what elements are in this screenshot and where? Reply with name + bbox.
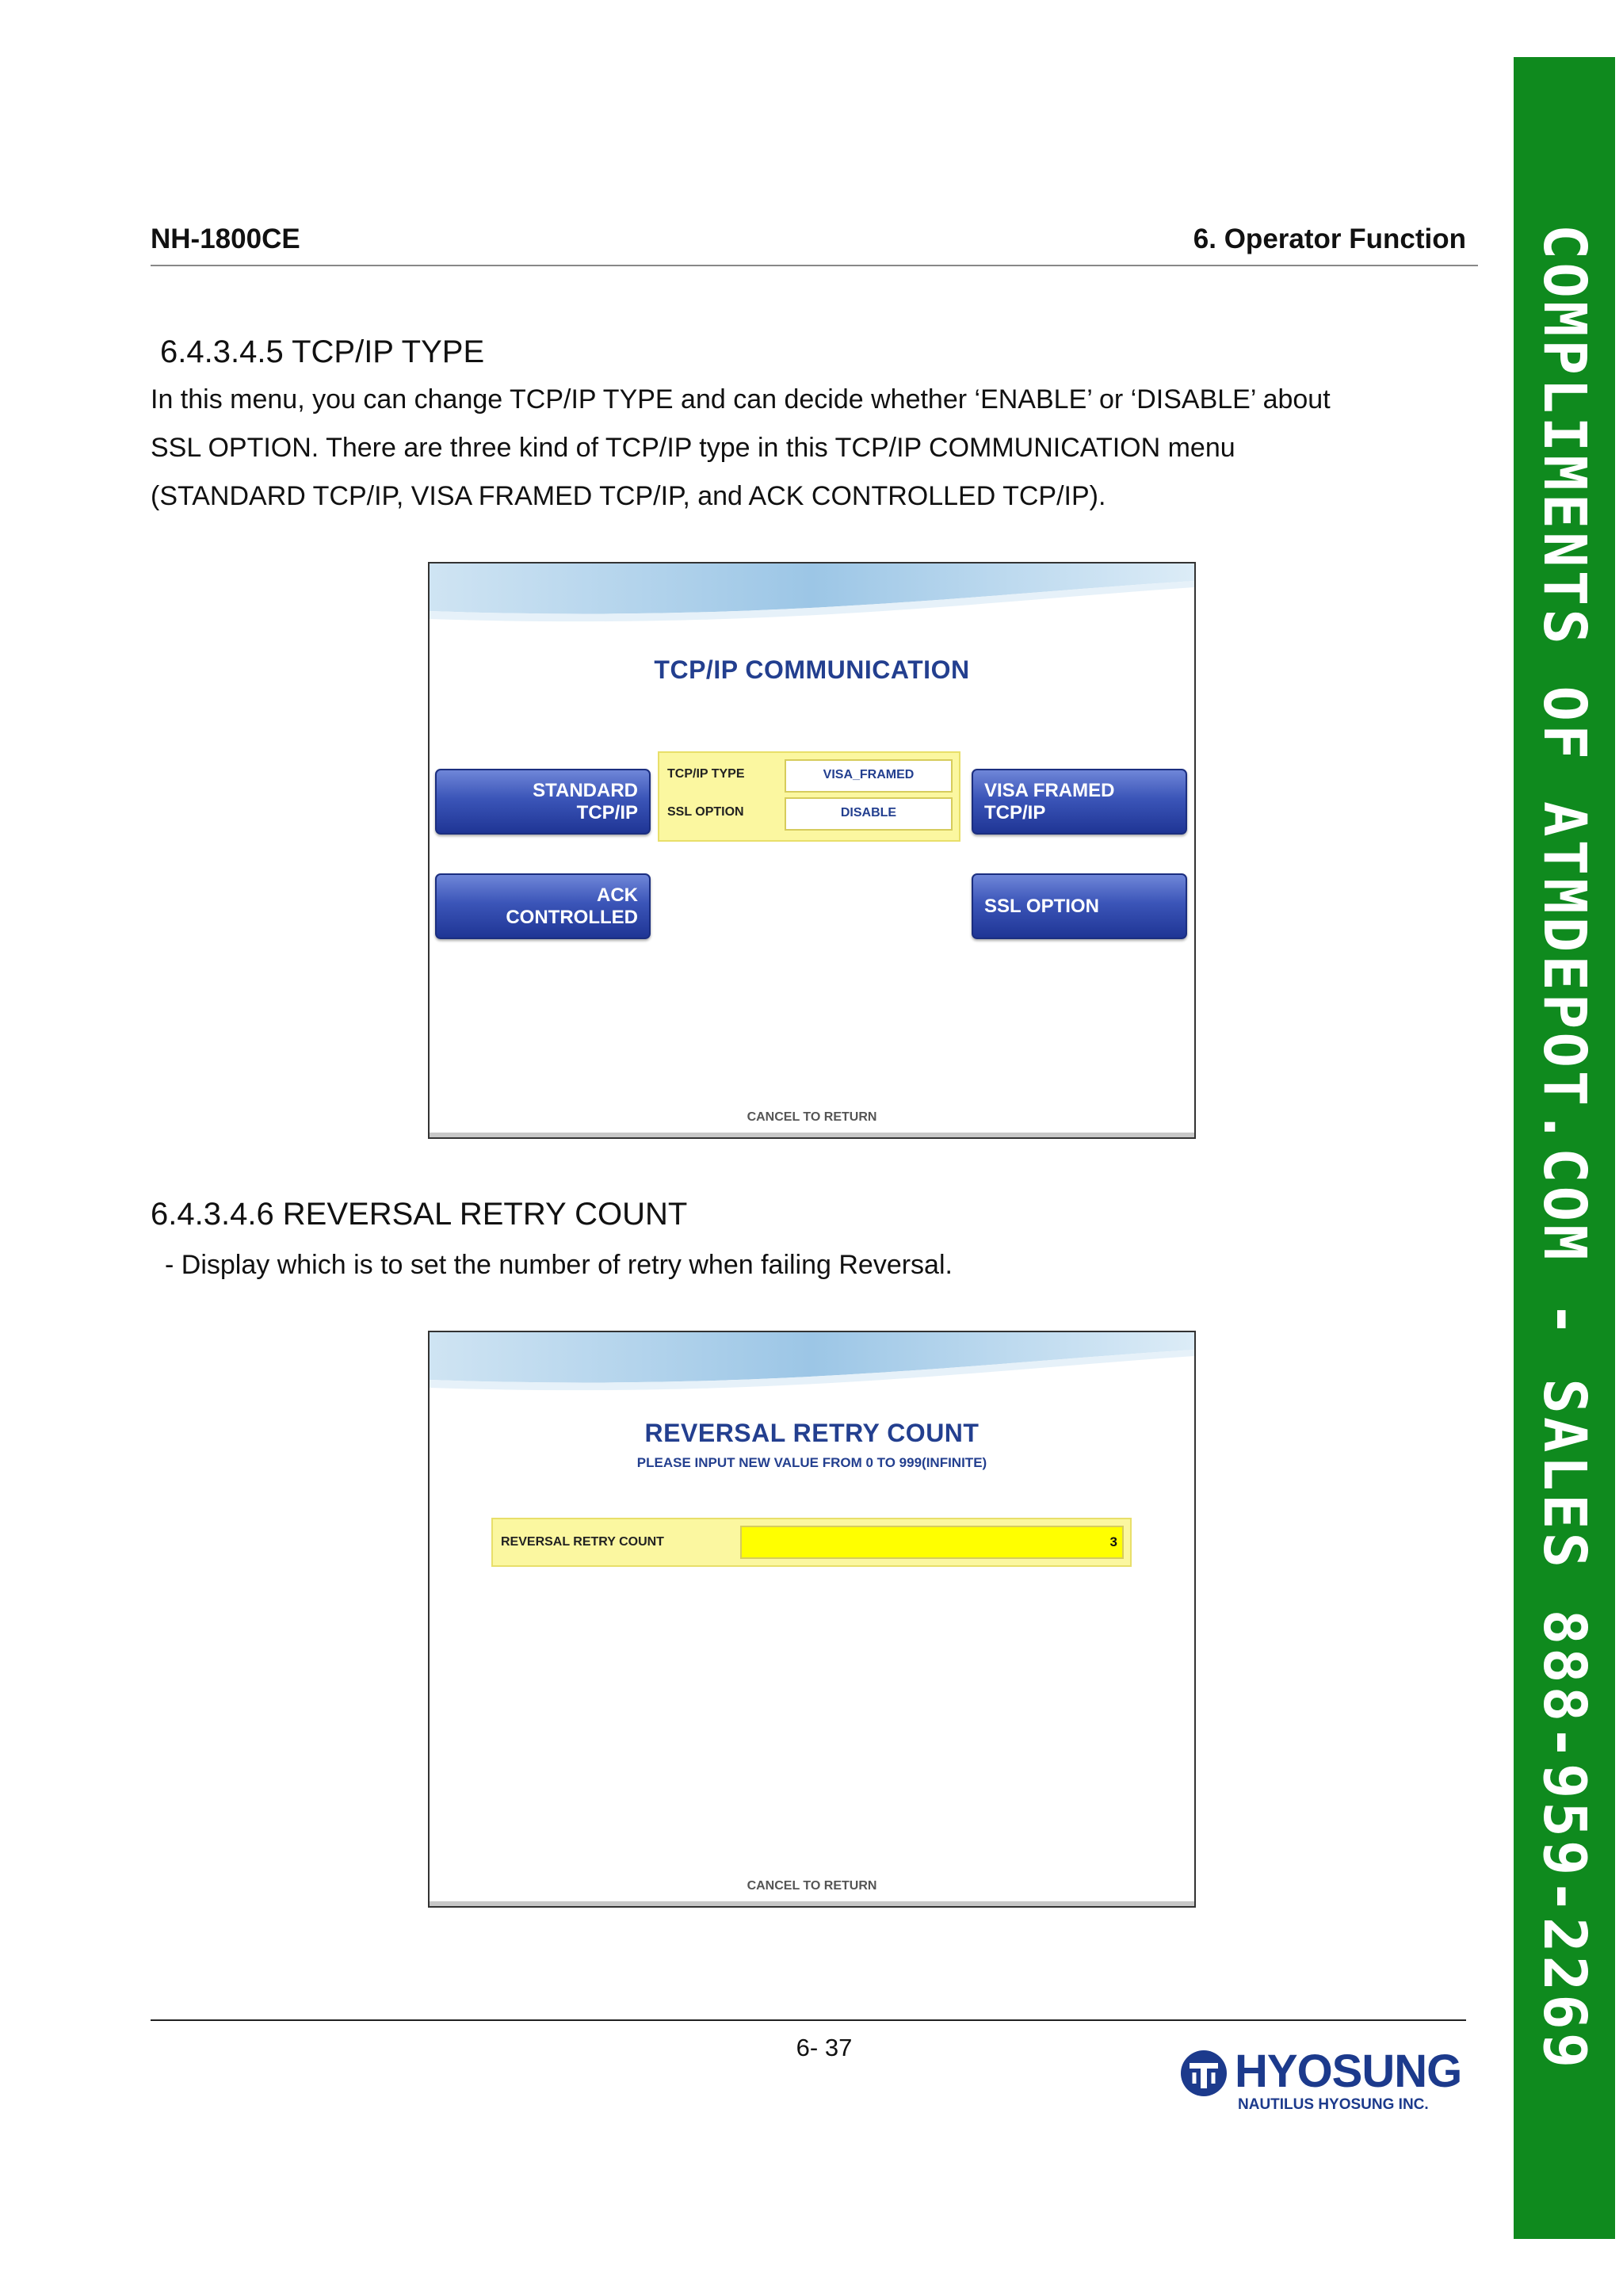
ssl-option-value: DISABLE	[785, 797, 953, 831]
section2-paragraph: - Display which is to set the number of retry when failing Reversal.	[165, 1250, 953, 1280]
cancel-to-return-label[interactable]: CANCEL TO RETURN	[747, 1110, 877, 1124]
visa-framed-tcpip-button[interactable]	[972, 769, 1187, 835]
button-label-line-2: TCP/IP	[576, 801, 638, 823]
screen-bottom-bar	[430, 1901, 1194, 1906]
retry-count-label: REVERSAL RETRY COUNT	[501, 1535, 664, 1549]
section1-paragraph-line-3: (STANDARD TCP/IP, VISA FRAMED TCP/IP, and ACK CONTROLLED TCP/IP).	[151, 481, 1106, 511]
standard-tcpip-button[interactable]	[435, 769, 651, 835]
cancel-to-return-label[interactable]: CANCEL TO RETURN	[747, 1879, 877, 1893]
retry-count-field-panel	[491, 1518, 1132, 1567]
button-label: SSL OPTION	[984, 895, 1099, 917]
button-label-line-1: ACK	[597, 884, 638, 906]
hyosung-logo-icon	[1179, 2049, 1228, 2098]
screen-bottom-bar	[430, 1133, 1194, 1137]
header-wave-graphic	[430, 1332, 1194, 1427]
button-label-line-2: CONTROLLED	[506, 906, 638, 928]
button-label-line-2: TCP/IP	[984, 801, 1046, 823]
banner-text: COMPLIMENTS OF ATMDEPOT.COM - SALES 888-959-2269	[1530, 223, 1598, 2072]
ssl-option-label: SSL OPTION	[667, 805, 744, 819]
retry-count-input[interactable]: 3	[740, 1526, 1124, 1559]
tcpip-type-value: VISA_FRAMED	[785, 759, 953, 793]
logo-wordmark: HYOSUNG	[1235, 2046, 1462, 2097]
screen-subtitle: PLEASE INPUT NEW VALUE FROM 0 TO 999(INFINITE)	[636, 1455, 987, 1470]
tcpip-communication-screen	[428, 562, 1196, 1139]
footer-divider	[151, 2019, 1466, 2021]
section-title-reversal-retry-count: 6.4.3.4.6 REVERSAL RETRY COUNT	[151, 1197, 688, 1232]
header-divider	[151, 265, 1478, 266]
ack-controlled-button[interactable]	[435, 873, 651, 939]
button-label-line-1: STANDARD	[533, 779, 638, 801]
screen-title: TCP/IP COMMUNICATION	[654, 655, 970, 684]
ssl-option-button[interactable]	[972, 873, 1187, 939]
button-label-line-1: VISA FRAMED	[984, 779, 1115, 801]
reversal-retry-count-screen	[428, 1331, 1196, 1908]
header-wave-graphic	[430, 563, 1194, 659]
side-promo-banner	[1514, 57, 1615, 2239]
section1-paragraph-line-2: SSL OPTION. There are three kind of TCP/IP type in this TCP/IP COMMUNICATION menu	[151, 433, 1235, 463]
section1-paragraph-line-1: In this menu, you can change TCP/IP TYPE and can decide whether ‘ENABLE’ or ‘DISABLE’ about	[151, 384, 1331, 415]
page-number: 6- 37	[796, 2034, 853, 2061]
logo-subtitle: NAUTILUS HYOSUNG INC.	[1238, 2096, 1429, 2113]
settings-info-panel	[658, 751, 960, 842]
screen-title: REVERSAL RETRY COUNT	[644, 1419, 980, 1447]
tcpip-type-label: TCP/IP TYPE	[667, 767, 745, 781]
section-title-tcpip-type: 6.4.3.4.5 TCP/IP TYPE	[160, 334, 485, 369]
document-model: NH-1800CE	[151, 223, 300, 254]
chapter-title: 6. Operator Function	[1193, 223, 1466, 254]
